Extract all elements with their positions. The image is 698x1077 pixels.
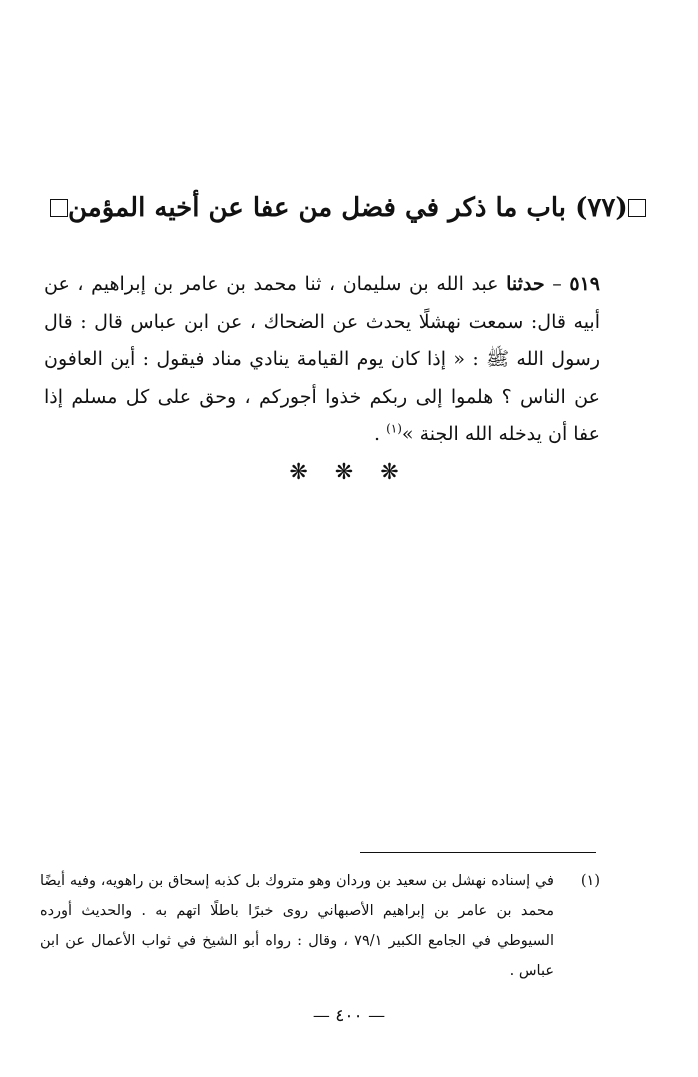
hadith-lead-word: حدثنا [506, 273, 545, 295]
star-ornament-icon: ❋ [289, 460, 318, 485]
footnote-number: (١) [580, 873, 600, 889]
page-number: — ٤٠٠ — [312, 1006, 386, 1026]
footnote [40, 866, 600, 986]
hadith-number: ٥١٩ [569, 273, 600, 295]
footnote-text: في إسناده نهشل بن سعيد بن وردان وهو متروك بل كذبه إسحاق بن راهويه، وفيه أيضًا محمد بن عامر بن إبراهيم الأصبهاني روى خبرًا باطلًا اتهم به . والحديث أورده السيوطي في الجامع الكبير ٧٩/١ ، وقال : رواه أبو الشيخ في ثواب الأعمال عن ابن عباس . [40, 873, 554, 979]
hadith-paragraph [44, 266, 600, 454]
hadith-text: عبد الله بن سليمان ، ثنا محمد بن عامر بن إبراهيم ، عن أبيه قال: سمعت نهشلًا يحدث عن الضحاك ، عن ابن عباس قال : قال رسول الله ﷺ : « إذا كان يوم القيامة ينادي مناد فيقول : أين العافون عن الناس ؟ هلموا إلى ربكم خذوا أجوركم ، وحق على كل مسلم إذا عفا أن يدخله الله الجنة » [44, 273, 600, 445]
left-square-ornament [50, 199, 68, 217]
section-separator [0, 460, 698, 485]
hadith-dash: – [544, 273, 570, 295]
star-ornament-icon: ❋ [380, 460, 409, 485]
right-square-ornament [628, 199, 646, 217]
star-ornament-icon: ❋ [334, 460, 364, 485]
hadith-end: . [374, 423, 387, 445]
chapter-title-text: (٧٧) باب ما ذكر في فضل من عفا عن أخيه المؤمن [68, 193, 628, 223]
footnote-divider [360, 852, 596, 853]
footnote-reference: (١) [386, 421, 402, 436]
chapter-heading [50, 186, 628, 230]
